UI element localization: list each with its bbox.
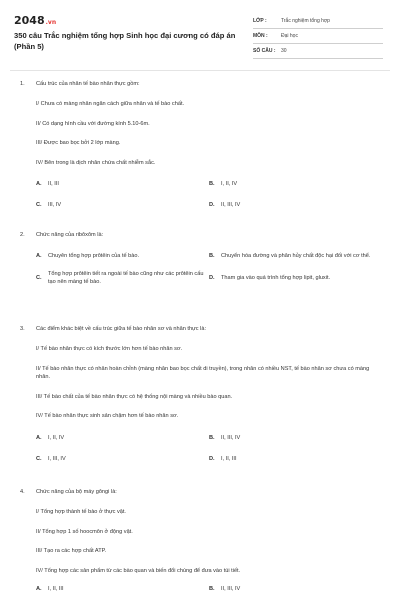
option-letter: A. [36, 434, 42, 441]
statement: I/ Chưa có màng nhân ngăn cách giữa nhân và tế bào chất. [36, 101, 185, 107]
meta-row-class [253, 14, 383, 29]
meta-value: Trắc nghiệm tổng hợp [281, 18, 330, 24]
meta-key: MÔN : [253, 33, 268, 39]
option-letter: A. [36, 181, 42, 188]
option-text: III, IV [48, 201, 62, 208]
option-b[interactable] [209, 180, 382, 189]
option-text: I, III, IV [48, 455, 66, 462]
option-letter: D. [209, 455, 215, 462]
option-letter: B. [209, 434, 215, 441]
option-text: I, II, IV [221, 181, 238, 188]
question-text: Các điểm khác biệt về cấu trúc giữa tế bào nhân sơ và nhân thực là: [36, 326, 207, 332]
statement: I/ Tổng hợp thành tế bào ở thực vật. [36, 509, 126, 515]
option-text: Chuyên tổng hợp prôtêin của tế bào. [48, 253, 140, 259]
meta-row-count [253, 44, 383, 59]
option-letter: D. [209, 274, 215, 281]
meta-row-subject [253, 29, 383, 44]
option-letter: B. [209, 586, 215, 593]
statement: II/ Tổng hợp 1 số hoocmôn ở động vật. [36, 528, 133, 535]
meta-key: SỐ CÂU : [253, 48, 276, 54]
option-letter: C. [36, 455, 42, 462]
option-b[interactable] [209, 252, 382, 261]
question-text: Chức năng của bộ máy gôngi là: [36, 489, 117, 495]
options [36, 180, 384, 209]
options [36, 434, 384, 463]
question-number: 1. [20, 81, 25, 87]
meta-panel [253, 14, 383, 59]
logo-brand: 2048 [14, 14, 45, 27]
site-logo[interactable] [14, 14, 56, 27]
option-b[interactable] [209, 585, 382, 594]
question-4 [20, 488, 384, 594]
option-text: II, III, IV [221, 201, 241, 208]
option-letter: B. [209, 253, 215, 259]
meta-value: Đại học [281, 33, 298, 39]
statement: IV/ Bên trong là dịch nhân chứa chất nhiễm sắc. [36, 159, 156, 166]
option-letter: B. [209, 181, 215, 188]
page-title: 350 câu Trắc nghiệm tổng hợp Sinh học đại cương có đáp án (Phần 5) [14, 31, 236, 51]
option-a[interactable] [36, 252, 209, 261]
option-a[interactable] [36, 180, 209, 189]
statement: IV/ Tế bào nhân thực sinh sản chậm hơn tế bào nhân sơ. [36, 413, 179, 420]
options [36, 252, 384, 287]
statement: IV/ Tổng hợp các sản phẩm từ các bào quan và biến đổi chúng để đưa vào túi tiết. [36, 567, 241, 574]
statement: II/ Tế bào nhân thực có nhân hoàn chỉnh (màng nhân bao bọc chất di truyền), trong nhân có nhiều NST, tế bào nhân sơ chưa có màng nhân. [36, 365, 370, 381]
question-1 [20, 80, 384, 210]
question-number: 3. [20, 326, 25, 332]
options [36, 585, 384, 594]
logo-suffix: .vn [45, 19, 57, 26]
statement: I/ Tế bào nhân thực có kích thước lớn hơn tế bào nhân sơ. [36, 346, 183, 352]
question-text: Chức năng của ribôxôm là: [36, 232, 104, 238]
meta-value: 30 [281, 48, 287, 54]
option-text: Tham gia vào quá trình tổng hợp lipit, gluxit. [221, 274, 331, 281]
header-divider [10, 70, 390, 71]
option-text: I, II, III [48, 586, 64, 593]
question-number: 2. [20, 232, 25, 238]
option-text: Chuyển hóa đường và phân hủy chất độc hại đối với cơ thể. [221, 253, 371, 259]
option-d[interactable] [209, 270, 382, 287]
option-text: II, III, IV [221, 586, 241, 593]
statement: II/ Có dạng hình cầu với đường kính 5.10-6m. [36, 120, 150, 127]
option-d[interactable] [209, 455, 382, 464]
statement: III/ Tạo ra các hợp chất ATP. [36, 548, 107, 555]
option-letter: C. [36, 201, 42, 208]
option-c[interactable] [36, 201, 209, 210]
option-a[interactable] [36, 434, 209, 443]
option-text: I, II, IV [48, 434, 65, 441]
meta-key: LỚP : [253, 18, 267, 24]
question-2 [20, 231, 384, 287]
option-letter: D. [209, 201, 215, 208]
option-a[interactable] [36, 585, 209, 594]
option-c[interactable] [36, 455, 209, 464]
option-text: II, III, IV [221, 434, 241, 441]
question-text: Cấu trúc của nhân tế bào nhân thực gồm: [36, 81, 140, 87]
option-letter: C. [36, 274, 42, 281]
question-number: 4. [20, 489, 25, 495]
option-c[interactable] [36, 270, 209, 287]
option-text: I, II, III [221, 455, 237, 462]
statement: III/ Được bao bọc bởi 2 lớp màng. [36, 140, 121, 147]
question-3 [20, 325, 384, 463]
option-b[interactable] [209, 434, 382, 443]
statement: III/ Tế bào chất của tế bào nhân thực có hệ thống nội màng và nhiều bào quan. [36, 393, 233, 400]
option-letter: A. [36, 586, 42, 593]
option-d[interactable] [209, 201, 382, 210]
option-letter: A. [36, 253, 42, 259]
option-text: II, III [48, 181, 59, 188]
option-text: Tổng hợp prôtêin tiết ra ngoài tế bào cũng như các prôtêin cấu tạo nên màng tế bào. [48, 270, 204, 286]
